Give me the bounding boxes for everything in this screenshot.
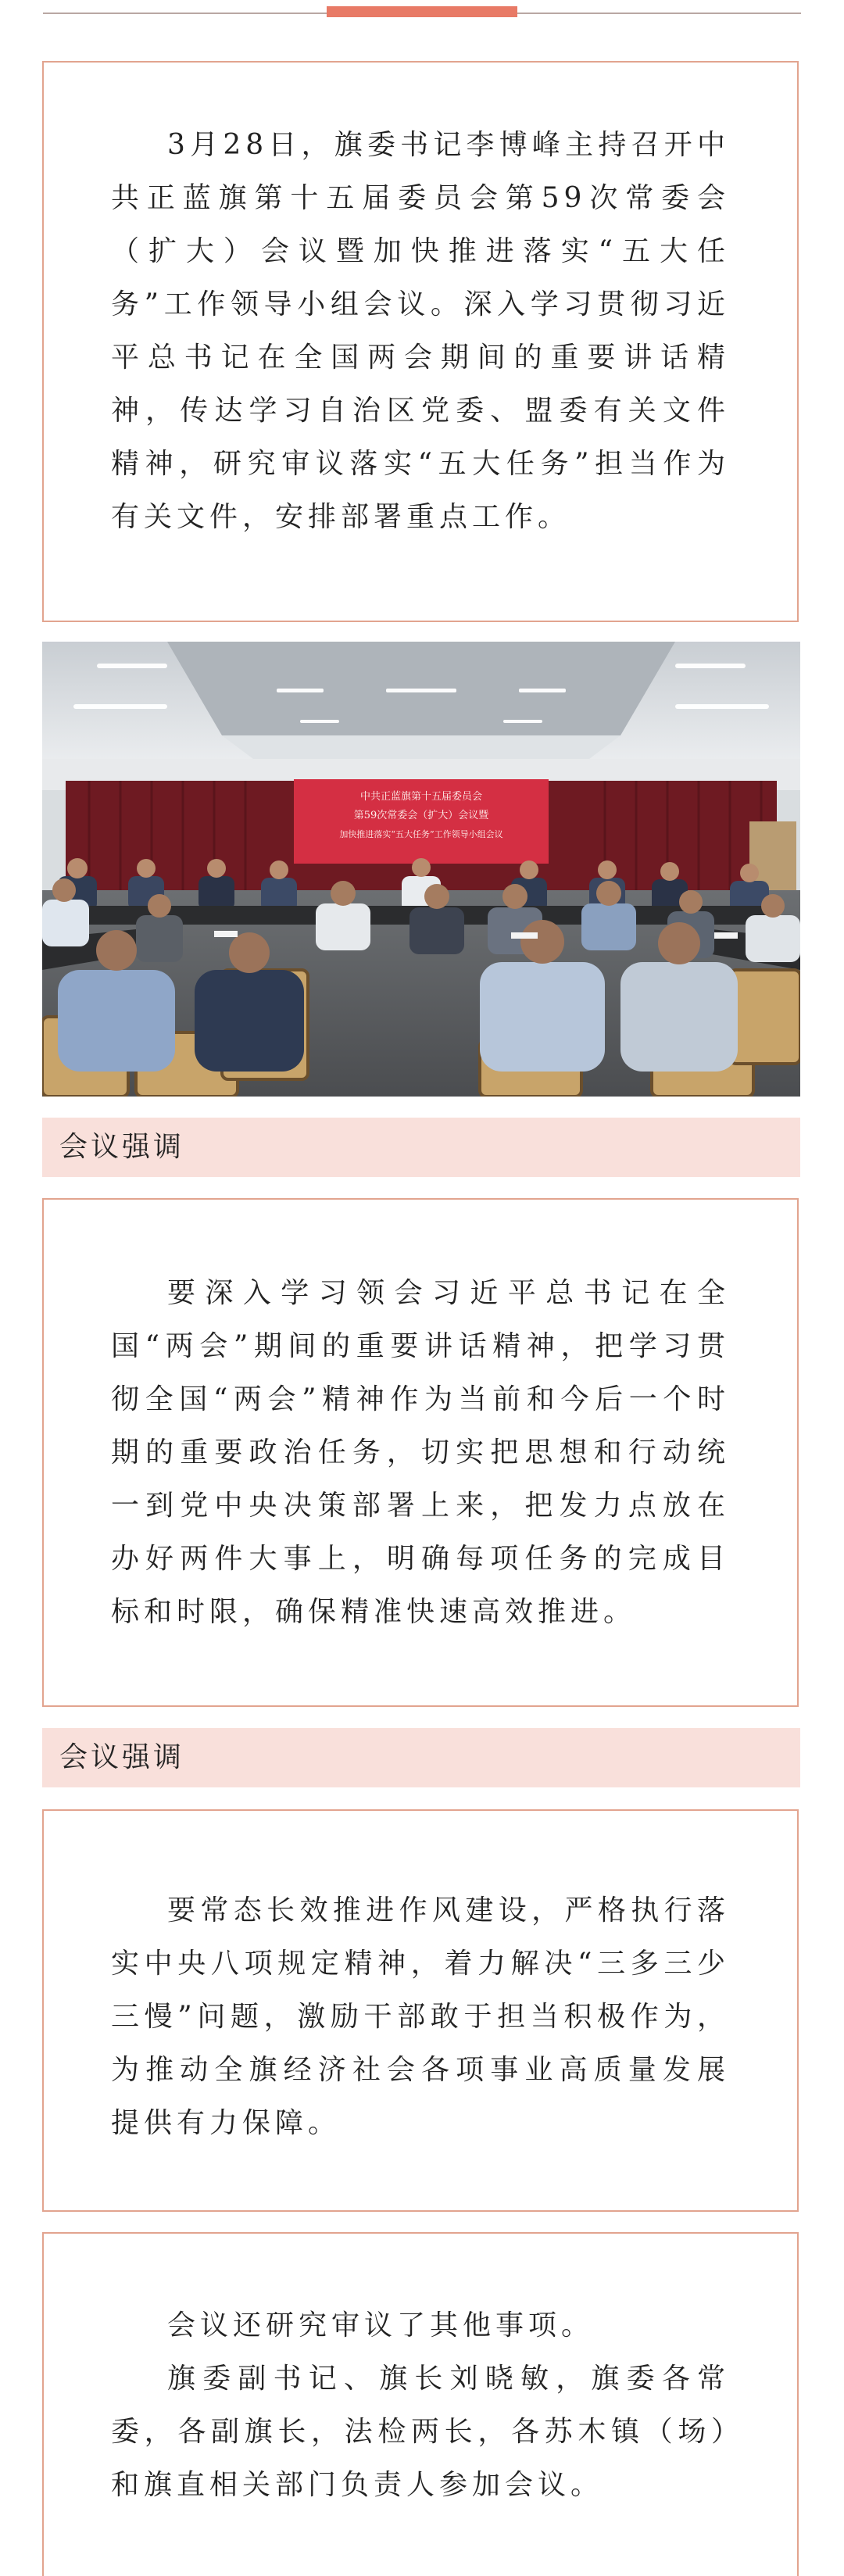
- top-accent-bar: [327, 6, 517, 17]
- emphasis-paragraph-1: 要深入学习领会习近平总书记在全国“两会”期间的重要讲话精神，把学习贯彻全国“两会”精神作为当前和今后一个时期的重要政治任务，切实把思想和行动统一到党中央决策部署上来，把发力点放在办好两件大事上，明确每项任务的完成目标和时限，确保精准快速高效推进。: [111, 1277, 730, 1628]
- intro-paragraph: 3月28日，旗委书记李博峰主持召开中共正蓝旗第十五届委员会第59次常委会（扩大）会议暨加快推进落实“五大任务”工作领导小组会议。深入学习贯彻习近平总书记在全国两会期间的重要讲话精神，传达学习自治区党委、盟委有关文件精神，研究审议落实“五大任务”担当作为有关文件，安排部署重点工作。: [111, 129, 730, 533]
- section-header-emphasis-1: [42, 1118, 800, 1177]
- banner-line-2: 第59次常委会（扩大）会议暨: [353, 810, 489, 821]
- closing-box: [42, 2232, 799, 2576]
- section-header-label: 会议强调: [59, 1131, 185, 1163]
- meeting-photo-illustration: [42, 642, 800, 1097]
- closing-paragraph-1: 会议还研究审议了其他事项。: [167, 2309, 595, 2342]
- section-header-label: 会议强调: [59, 1741, 185, 1773]
- section-header-emphasis-2: [42, 1728, 800, 1787]
- emphasis-box-1: [42, 1198, 799, 1707]
- emphasis-box-2: [42, 1809, 799, 2212]
- banner-line-1: 中共正蓝旗第十五届委员会: [359, 791, 483, 803]
- closing-paragraph-2: 旗委副书记、旗长刘晓敏，旗委各常委，各副旗长，法检两长，各苏木镇（场）和旗直相关部门负责人参加会议。: [111, 2363, 730, 2501]
- meeting-photo: [42, 642, 800, 1097]
- intro-box: [42, 61, 799, 622]
- banner-line-3: 加快推进落实“五大任务”工作领导小组会议: [339, 829, 503, 839]
- emphasis-paragraph-2: 要常态长效推进作风建设，严格执行落实中央八项规定精神，着力解决“三多三少三慢”问题，激励干部敢于担当积极作为，为推动全旗经济社会各项事业高质量发展提供有力保障。: [111, 1894, 730, 2139]
